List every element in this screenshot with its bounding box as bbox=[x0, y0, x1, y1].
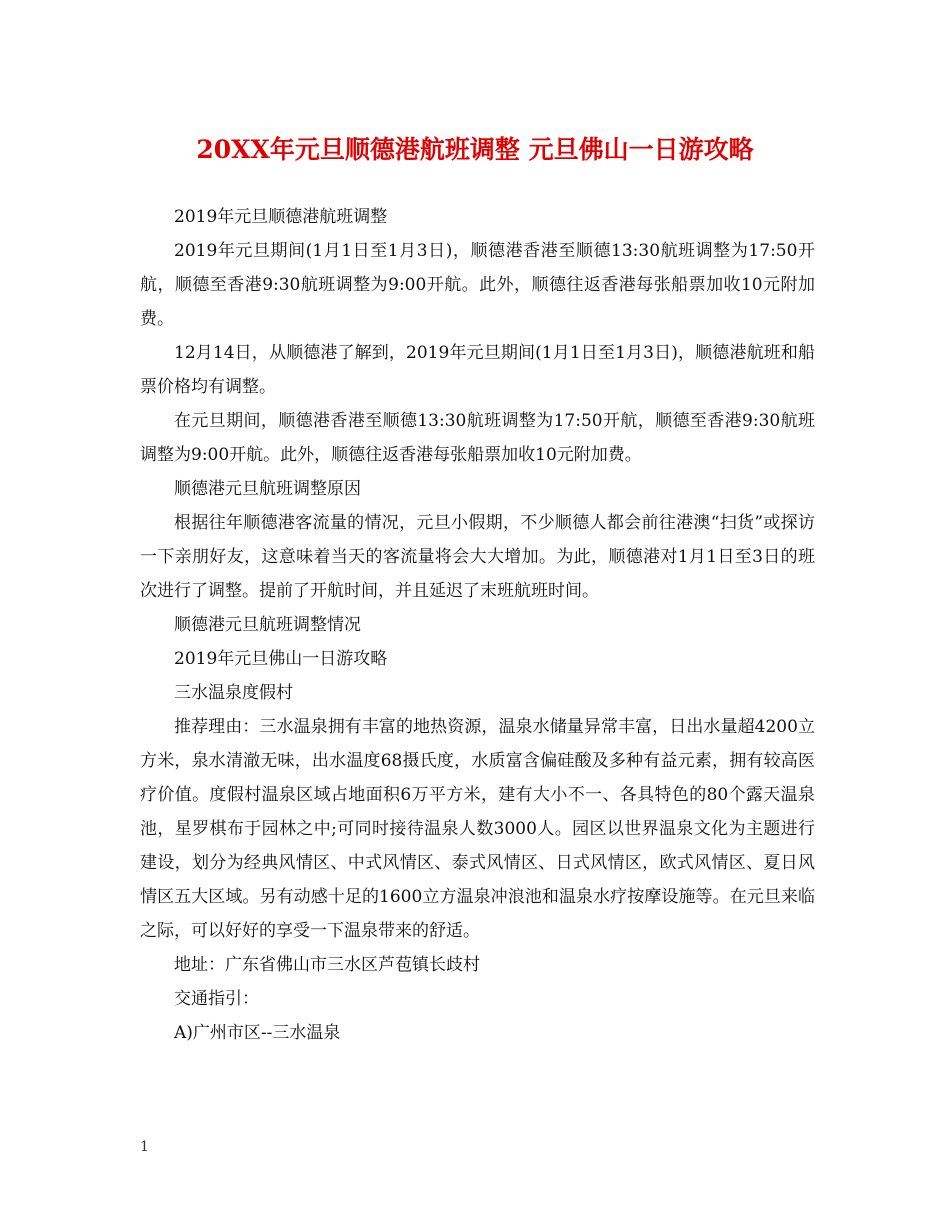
document-title: 20XX年元旦顺德港航班调整 元旦佛山一日游攻略 bbox=[196, 135, 754, 164]
paragraph-resort-name: 三水温泉度假村 bbox=[174, 683, 293, 703]
paragraph-ferry-heading: 2019年元旦顺德港航班调整 bbox=[174, 207, 388, 227]
paragraph-reason: 根据往年顺德港客流量的情况，元旦小假期，不少顺德人都会前往港澳“扫货”或探访一下亲朋好友，这意味着当天的客流量将会大大增加。为此，顺德港对1月1日至3日的班次进行了调整。提前了开航时间，并且延迟了末班航班时间。 bbox=[140, 513, 815, 601]
document-body bbox=[140, 200, 815, 1050]
paragraph-situation-heading: 顺德港元旦航班调整情况 bbox=[174, 615, 361, 635]
paragraph-resort-description: 推荐理由：三水温泉拥有丰富的地热资源，温泉水储量异常丰富，日出水量超4200立方米，泉水清澈无味，出水温度68摄氏度，水质富含偏硅酸及多种有益元素，拥有较高医疗价值。度假村温泉区域占地面积6万平方米，建有大小不一、各具特色的80个露天温泉池，星罗棋布于园林之中;可同时接待温泉人数3000人。园区以世界温泉文化为主题进行建设，划分为经典风情区、中式风情区、泰式风情区、日式风情区，欧式风情区、夏日风情区五大区域。另有动感十足的1600立方温泉冲浪池和温泉水疗按摩设施等。在元旦来临之际，可以好好的享受一下温泉带来的舒适。 bbox=[140, 717, 815, 941]
paragraph-tour-heading: 2019年元旦佛山一日游攻略 bbox=[174, 649, 388, 669]
paragraph-ferry-news: 12月14日，从顺德港了解到，2019年元旦期间(1月1日至1月3日)，顺德港航班和船票价格均有调整。 bbox=[140, 343, 815, 397]
paragraph-route: A)广州市区--三水温泉 bbox=[174, 1023, 341, 1043]
paragraph-ferry-details: 在元旦期间，顺德港香港至顺德13:30航班调整为17:50开航，顺德至香港9:30航班调整为9:00开航。此外，顺德往返香港每张船票加收10元附加费。 bbox=[140, 411, 815, 465]
page-number: 1 bbox=[140, 1139, 149, 1155]
paragraph-reason-heading: 顺德港元旦航班调整原因 bbox=[174, 479, 361, 499]
paragraph-ferry-schedule: 2019年元旦期间(1月1日至1月3日)，顺德港香港至顺德13:30航班调整为17:50开航，顺德至香港9:30航班调整为9:00开航。此外，顺德往返香港每张船票加收10元附加费。 bbox=[140, 241, 815, 329]
paragraph-transport-heading: 交通指引： bbox=[174, 989, 259, 1009]
paragraph-address: 地址：广东省佛山市三水区芦苞镇长歧村 bbox=[174, 955, 480, 975]
